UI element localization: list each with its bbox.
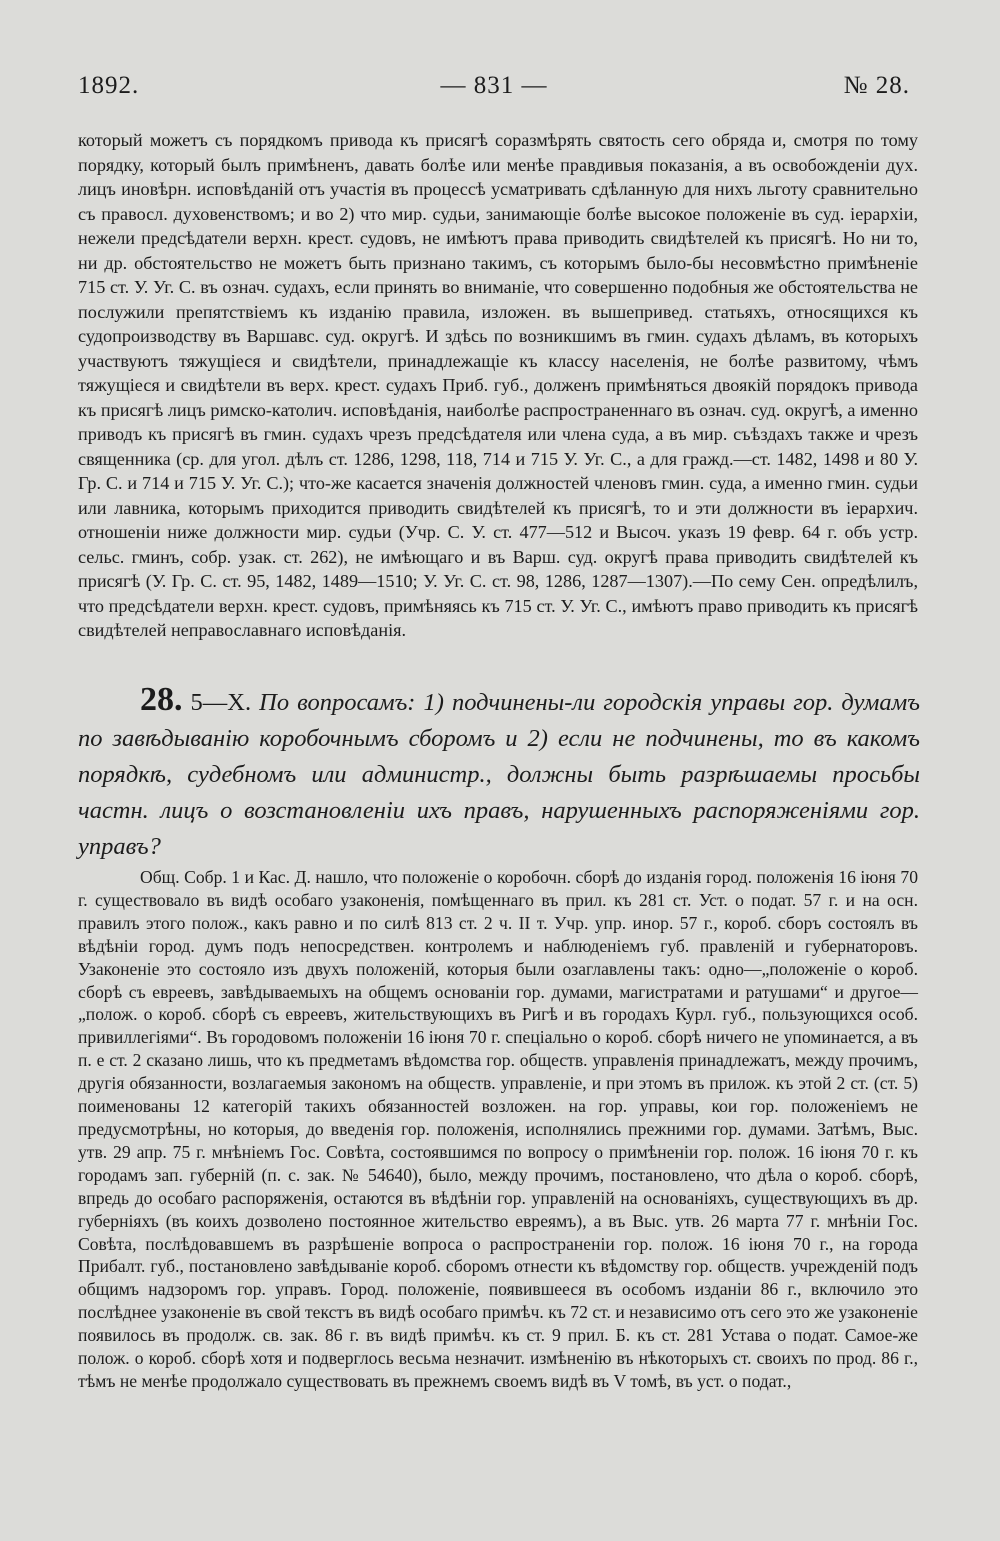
text-block-continuation xyxy=(78,128,918,643)
paragraph-ruling: Общ. Собр. 1 и Кас. Д. нашло, что положеніе о коробочн. сборѣ до изданія город. положенія 16 іюня 70 г. существовало въ видѣ особаго узаконенія, помѣщеннаго въ прил. къ 281 ст. Уст. о подат. 57 г. и на осн. правилъ этого полож., какъ равно и по силѣ 813 ст. 2 ч. II т. Учр. упр. инор. 57 г., короб. сборъ состоялъ въ вѣдѣніи город. думъ подъ непосредствен. контролемъ и наблюденіемъ губ. правленій и губернаторовъ. Узаконеніе это состояло изъ двухъ положеній, которыя были озаглавлены такъ: одно—„положеніе о короб. сборѣ съ евреевъ, завѣдываемыхъ на общемъ основаніи гор. думами, магистратами и ратушами“ и другое—„полож. о короб. сборѣ съ евреевъ, жительствующихъ въ Ригѣ и въ городахъ Курл. губ., пользующихся особ. привиллегіями“. Въ городовомъ положеніи 16 іюня 70 г. спеціально о короб. сборѣ ничего не упоминается, а въ п. е ст. 2 сказано лишь, что къ предметамъ вѣдомства гор. обществ. управленія принадлежатъ, между прочимъ, другія обязанности, возлагаемыя закономъ на обществ. управленіе, и при этомъ въ прилож. къ этой 2 ст. (ст. 5) поименованы 12 категорій такихъ обязанностей возложен. на гор. управы, кои гор. положеніемъ не предусмотрѣны, но которыя, до введенія гор. положенія, исполнялись прежними гор. думами. Затѣмъ, Выс. утв. 29 апр. 75 г. мнѣніемъ Гос. Совѣта, состоявшимся по вопросу о примѣненіи гор. полож. 16 іюня 70 г. къ городамъ зап. губерній (п. с. зак. № 54640), было, между прочимъ, постановлено, что дѣла о короб. сборѣ, впредь до особаго распоряженія, остаются въ вѣдѣніи гор. управленій на основаніяхъ, существующихъ въ др. губерніяхъ (въ коихъ дозволено постоянное жительство евреямъ), а въ Выс. утв. 26 марта 77 г. мнѣніи Гос. Совѣта, послѣдовавшемъ въ разрѣшеніе вопроса о распространеніи гор. полож. 16 іюня 70 г., на города Прибалт. губ., постановлено завѣдываніе короб. сборомъ отнести къ вѣдомству гор. обществ. учрежденій подъ общимъ надзоромъ гор. управъ. Город. положеніе, появившееся въ особомъ изданіи 86 г., включило это послѣднее узаконеніе въ свой текстъ въ видѣ особаго примѣч. къ 72 ст. и независимо отъ сего это же узаконеніе появилось въ продолж. св. зак. 86 г. въ видѣ примѣч. къ ст. 9 прил. Б. къ ст. 281 Устава о подат. Самое-же полож. о короб. сборѣ хотя и подверглось весьма незначит. измѣненію въ нѣкоторыхъ ст. своихъ по прод. 86 г., тѣмъ не менѣе продолжало существовать въ прежнемъ своемъ видѣ въ V томѣ, въ уст. о подат., xyxy=(78,867,918,1391)
case-date: 5—X. xyxy=(190,689,252,716)
header-page-number: — 831 — xyxy=(440,72,548,99)
header-year: 1892. xyxy=(78,72,140,99)
case-number: 28. xyxy=(140,681,183,718)
text-block-ruling xyxy=(78,866,918,1393)
case-question: По вопросамъ: 1) подчинены-ли городскія управы гор. думамъ по завѣдыванію коробочнымъ сборомъ и 2) если не подчинены, то въ какомъ порядкѣ, судебномъ или администр., должны быть разрѣшаемы просьбы частн. лицъ о возстановленіи ихъ правъ, нарушенныхъ распоряженіями гор. управъ? xyxy=(78,689,921,860)
paragraph-continuation: который можетъ съ порядкомъ привода къ присягѣ соразмѣрять святость сего обряда и, смотря по тому порядку, который былъ примѣненъ, давать болѣе или менѣе правдивыя показанія, а въ освобожденіи дух. лицъ иновѣрн. исповѣданій отъ участія въ процессѣ усматривать сдѣланную для нихъ льготу сравнительно съ правосл. духовенствомъ; и во 2) что мир. судьи, занимающіе болѣе высокое положеніе въ суд. іерархіи, нежели предсѣдатели верхн. крест. судовъ, не имѣютъ права приводить свидѣтелей къ присягѣ. Но ни то, ни др. обстоятельство не можетъ быть признано такимъ, съ которымъ было-бы несовмѣстно примѣненіе 715 ст. У. Уг. С. въ означ. судахъ, если принять во вниманіе, что совершенно подобныя же обстоятельства не послужили препятствіемъ къ изданію правила, изложен. въ вышепривед. статьяхъ, относящихся къ судопроизводству въ Варшавс. суд. округѣ. И здѣсь по возникшимъ въ гмин. судахъ дѣламъ, въ которыхъ участвуютъ тяжущіеся и свидѣтели, принадлежащіе къ классу населенія, не болѣе развитому, чѣмъ тяжущіеся и свидѣтели въ верх. крест. судахъ Приб. губ., долженъ примѣняться двоякій порядокъ привода къ присягѣ лицъ римско-католич. исповѣданія, наиболѣе распространеннаго въ означ. суд. округѣ, а именно приводъ къ присягѣ въ гмин. судахъ чрезъ предсѣдателя или члена суда, а въ мир. съѣздахъ также и чрезъ священника (ср. для угол. дѣлъ ст. 1286, 1298, 118, 714 и 715 У. Уг. С., а для гражд.—ст. 1482, 1498 и 80 У. Гр. С. и 714 и 715 У. Уг. С.); что-же касается значенія должностей членовъ гмин. суда, а именно гмин. судьи или лавника, которымъ приходится приводить свидѣтелей къ присягѣ, то и эти должности въ іерархич. отношеніи ниже должности мир. судьи (Учр. С. У. ст. 477—512 и Высоч. указъ 19 февр. 64 г. объ устр. сельс. гминъ, собр. узак. ст. 262), не имѣющаго и въ Варш. суд. округѣ права приводить свидѣтелей къ присягѣ (У. Гр. С. ст. 95, 1482, 1489—1510; У. Уг. С. ст. 98, 1286, 1287—1307).—По сему Сен. опредѣлилъ, что предсѣдатели верхн. крест. судовъ, примѣняясь къ 715 ст. У. Уг. С., имѣютъ право приводить къ присягѣ свидѣтелей неправославнаго исповѣданія. xyxy=(78,130,918,640)
header-issue-number: № 28. xyxy=(843,72,910,99)
case-heading xyxy=(78,682,920,865)
page-header xyxy=(78,72,910,112)
